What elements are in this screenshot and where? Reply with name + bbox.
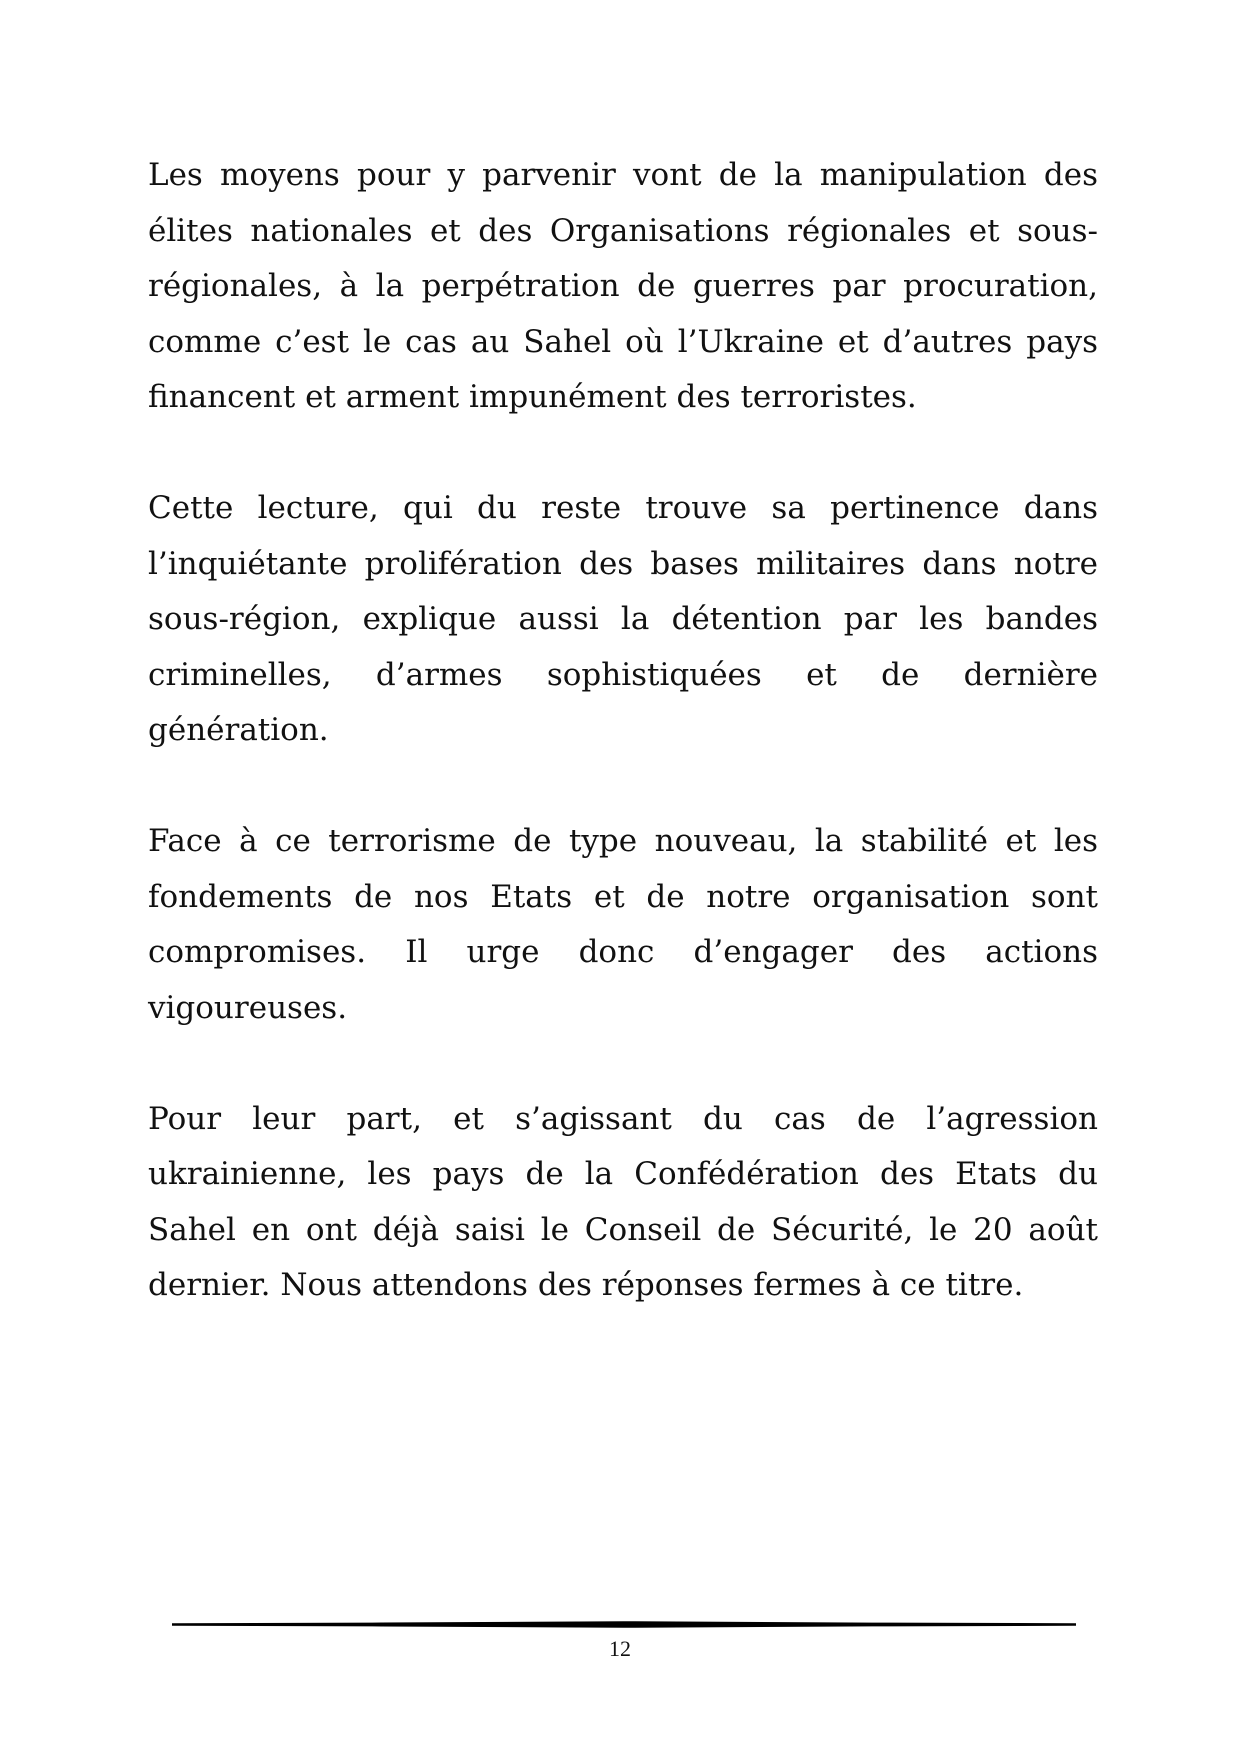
- paragraph-3: Face à ce terrorisme de type nouveau, la stabilité et les fondements de nos Etats et de notre organisation sont compromises. Il urge donc d’engager des actions vigoureuses.: [148, 823, 1098, 1026]
- paragraph-4: Pour leur part, et s’agissant du cas de l’agression ukrainienne, les pays de la Confédération des Etats du Sahel en ont déjà saisi le Conseil de Sécurité, le 20 août dernier. Nous attendons des réponses fermes à ce titre.: [148, 1100, 1098, 1303]
- page-number: 12: [609, 1636, 631, 1661]
- paragraph-1: Les moyens pour y parvenir vont de la manipulation des élites nationales et des Organisations régionales et sous-régionales, à la perpétration de guerres par procuration, comme c’est le cas au Sahel où l’Ukraine et d’autres pays financent et arment impunément des terroristes.: [148, 157, 1098, 415]
- footer-rule: [172, 1620, 1076, 1629]
- footer-rule-line: [172, 1620, 1076, 1629]
- paragraph-2: Cette lecture, qui du reste trouve sa pertinence dans l’inquiétante prolifération des bases militaires dans notre sous-région, explique aussi la détention par les bandes criminelles, d’armes sophistiquées et de dernière génération.: [148, 490, 1098, 748]
- body-text: [148, 148, 1098, 1314]
